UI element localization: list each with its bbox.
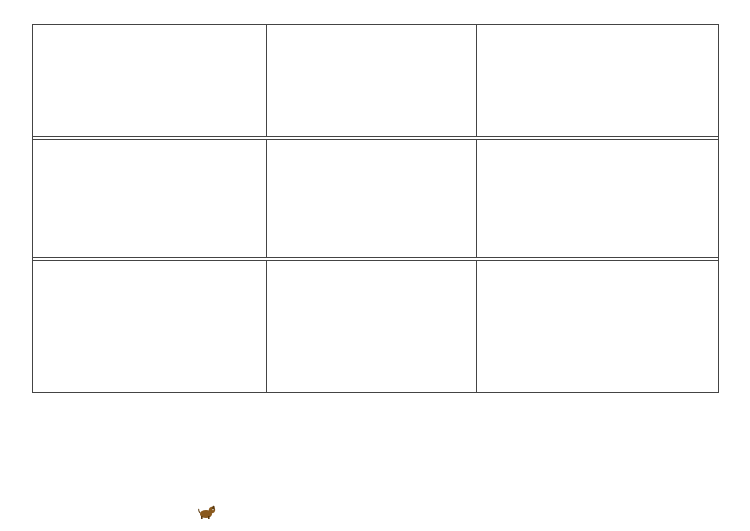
top-row-cell-1 [33, 25, 267, 137]
software-hgb-cell [33, 261, 267, 393]
top-row-cell-3 [477, 25, 719, 137]
software-content-row [33, 261, 719, 393]
software-ias-cell [477, 261, 719, 393]
gof-estg-cell [267, 140, 477, 258]
software-estg-cell [267, 261, 477, 393]
software-ias-blurred-line [480, 262, 715, 274]
software-estg-blurred-line [270, 262, 473, 274]
gof-ias-cell [477, 140, 719, 258]
top-row-cell-2 [267, 25, 477, 137]
gof-content-row [33, 140, 719, 258]
footer-logo [198, 505, 219, 519]
dog-icon [198, 505, 216, 519]
gof-hgb-cell [33, 140, 267, 258]
top-row [33, 25, 719, 137]
content-table [32, 24, 719, 393]
